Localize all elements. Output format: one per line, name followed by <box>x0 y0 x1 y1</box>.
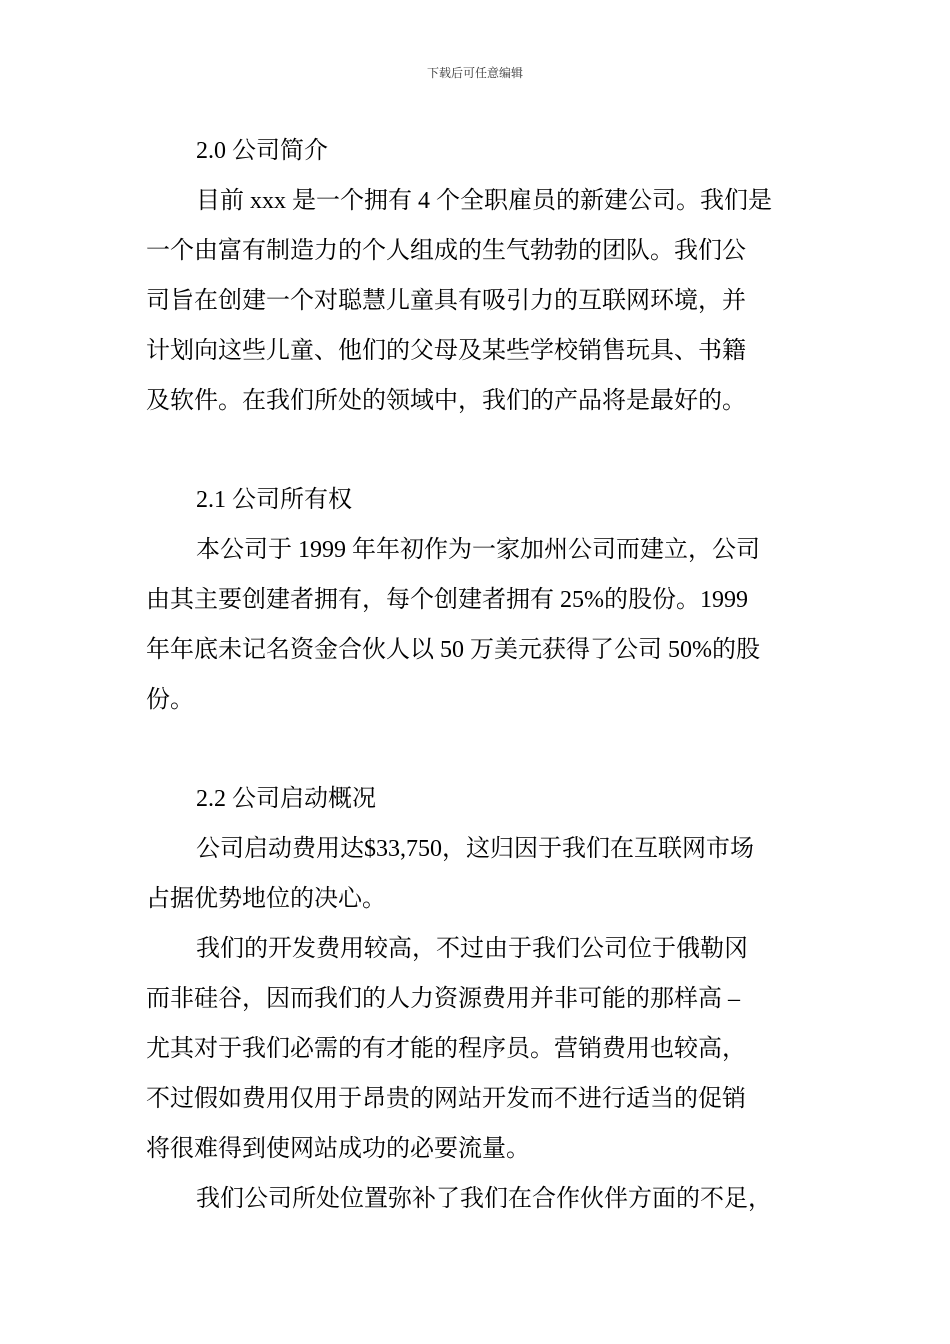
paragraph <box>146 176 808 426</box>
text-line: 不过假如费用仅用于昂贵的网站开发而不进行适当的促销 <box>146 1086 746 1112</box>
text-line: 尤其对于我们必需的有才能的程序员。营销费用也较高， <box>146 1036 746 1062</box>
section-heading: 2.2 公司启动概况 <box>196 786 376 812</box>
text-line: 我们的开发费用较高，不过由于我们公司位于俄勒冈 <box>196 936 748 962</box>
text-line: 将很难得到使网站成功的必要流量。 <box>146 1136 530 1162</box>
text-line: 本公司于 1999 年年初作为一家加州公司而建立，公司 <box>196 537 760 563</box>
document-body <box>146 126 808 1224</box>
text-line: 目前 xxx 是一个拥有 4 个全职雇员的新建公司。我们是 <box>196 188 772 214</box>
text-line: 我们公司所处位置弥补了我们在合作伙伴方面的不足， <box>196 1186 772 1212</box>
section-heading: 2.1 公司所有权 <box>196 487 352 513</box>
text-line: 司旨在创建一个对聪慧儿童具有吸引力的互联网环境，并 <box>146 288 746 314</box>
text-line: 一个由富有制造力的个人组成的生气勃勃的团队。我们公 <box>146 238 746 264</box>
text-line: 由其主要创建者拥有，每个创建者拥有 25%的股份。1999 <box>146 587 748 613</box>
paragraph <box>146 1174 808 1224</box>
section-company-ownership <box>146 475 808 725</box>
paragraph <box>146 924 808 1174</box>
paragraph <box>146 824 808 924</box>
section-spacer <box>146 426 808 475</box>
section-company-intro <box>146 126 808 426</box>
text-line: 而非硅谷，因而我们的人力资源费用并非可能的那样高 – <box>146 986 740 1012</box>
section-spacer <box>146 725 808 774</box>
section-startup-summary <box>146 774 808 1224</box>
text-line: 份。 <box>146 687 194 713</box>
text-line: 年年底未记名资金合伙人以 50 万美元获得了公司 50%的股 <box>146 637 760 663</box>
text-line: 占据优势地位的决心。 <box>146 886 386 912</box>
text-line: 公司启动费用达$33,750，这归因于我们在互联网市场 <box>196 836 754 862</box>
page-header: 下载后可任意编辑 <box>426 66 523 80</box>
text-line: 计划向这些儿童、他们的父母及某些学校销售玩具、书籍 <box>146 338 746 364</box>
text-line: 及软件。在我们所处的领域中，我们的产品将是最好的。 <box>146 388 746 414</box>
section-heading: 2.0 公司简介 <box>196 138 328 164</box>
paragraph <box>146 525 808 725</box>
